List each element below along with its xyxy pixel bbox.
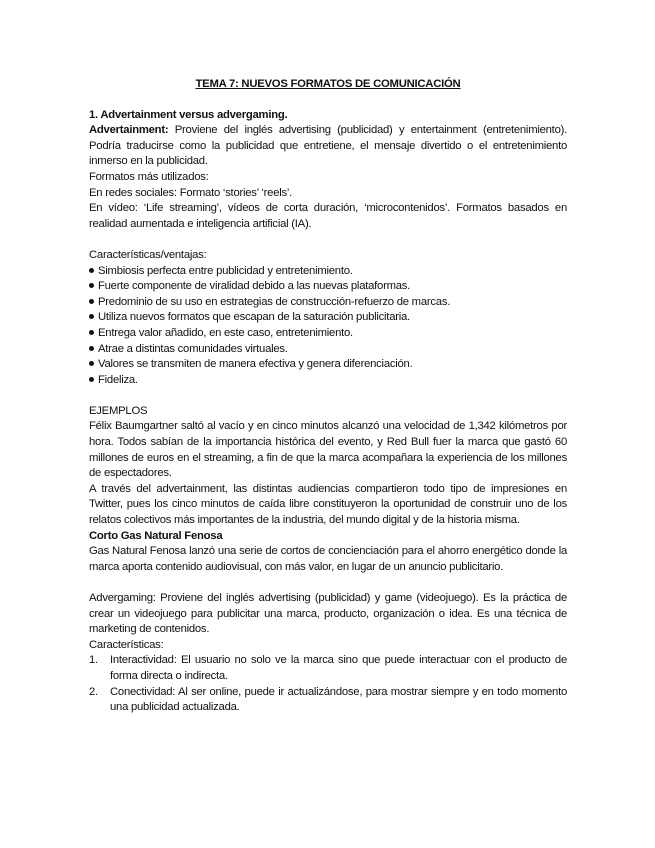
formats-social: En redes sociales: Formato ‘stories’ ‘reels’. xyxy=(89,186,293,199)
list-item xyxy=(89,295,567,311)
list-item-text: Fuerte componente de viralidad debido a las nuevas plataformas. xyxy=(98,280,411,293)
example-gas-heading: Corto Gas Natural Fenosa xyxy=(89,529,223,542)
bullet-icon xyxy=(89,346,94,351)
list-item xyxy=(89,310,567,326)
list-item-text: Simbiosis perfecta entre publicidad y entretenimiento. xyxy=(98,264,353,277)
bullet-icon xyxy=(89,268,94,273)
adv-features-list xyxy=(89,653,567,715)
section-heading: 1. Advertainment versus advergaming. xyxy=(89,108,288,121)
examples-label: EJEMPLOS xyxy=(89,404,148,417)
formats-label: Formatos más utilizados: xyxy=(89,170,209,183)
definition-label: Advertainment: xyxy=(89,124,169,137)
advergaming-definition: Advergaming: Proviene del inglés advertising (publicidad) y game (videojuego). Es la práctica de crear un videojuego para publicitar una marca, producto, organización o idea. Es una técnica de marketing de contenidos. xyxy=(89,592,567,636)
list-item xyxy=(89,653,567,684)
list-number: 1. xyxy=(89,654,98,667)
bullet-icon xyxy=(89,330,94,335)
features-list xyxy=(89,264,567,389)
list-item-text: Atrae a distintas comunidades virtuales. xyxy=(98,342,288,355)
formats-video: En vídeo: ‘Life streaming’, vídeos de corta duración, ‘microcontenidos’. Formatos basados en realidad aumentada e inteligencia artificial (IA). xyxy=(89,202,567,230)
list-item-text: Utiliza nuevos formatos que escapan de la saturación publicitaria. xyxy=(98,311,410,324)
bullet-icon xyxy=(89,361,94,366)
definition-text: Proviene del inglés advertising (publicidad) y entertainment (entretenimiento). Podría traducirse como la publicidad que entretiene, el mensaje divertido o el entretenimiento inmerso en la publicidad. xyxy=(89,124,567,168)
adv-features-label: Características: xyxy=(89,638,164,651)
list-item xyxy=(89,685,567,716)
list-number: 2. xyxy=(89,685,98,698)
example-redbull-p1: Félix Baumgartner saltó al vacío y en cinco minutos alcanzó una velocidad de 1,342 kilómetros por hora. Todos sabían de la importancia histórica del evento, y Red Bull fuer la marca que gastó 60 millones de euros en el streaming, a fin de que la marca acompañara la experiencia de los millones de espectadores. xyxy=(89,420,567,480)
list-item xyxy=(89,326,567,342)
bullet-icon xyxy=(89,283,94,288)
list-item xyxy=(89,342,567,358)
document-page xyxy=(89,77,567,716)
list-item-text: Interactividad: El usuario no solo ve la marca sino que puede interactuar con el producto de forma directa o indirecta. xyxy=(110,654,567,682)
list-item xyxy=(89,264,567,280)
features-label: Características/ventajas: xyxy=(89,248,207,261)
list-item-text: Conectividad: Al ser online, puede ir actualizándose, para mostrar siempre y en todo momento una publicidad actualizada. xyxy=(110,685,567,714)
list-item xyxy=(89,279,567,295)
list-item-text: Valores se transmiten de manera efectiva y genera diferenciación. xyxy=(98,358,413,371)
advertainment-definition xyxy=(89,123,567,170)
list-item-text: Predominio de su uso en estrategias de construcción-refuerzo de marcas. xyxy=(98,295,451,308)
list-item-text: Entrega valor añadido, en este caso, entretenimiento. xyxy=(98,326,353,339)
document-title: TEMA 7: NUEVOS FORMATOS DE COMUNICACIÓN xyxy=(195,78,461,90)
example-redbull-p2: A través del advertainment, las distintas audiencias compartieron todo tipo de impresiones en Twitter, pues los cinco minutos de caída libre constituyeron la oportunidad de construir uno de los relatos colectivos más importantes de la industria, del mundo digital y de la historia misma. xyxy=(89,482,567,527)
list-item xyxy=(89,357,567,373)
example-gas-text: Gas Natural Fenosa lanzó una serie de cortos de concienciación para el ahorro energético donde la marca aporta contenido audiovisual, con más valor, en lugar de un anuncio publicitario. xyxy=(89,545,567,573)
list-item xyxy=(89,373,567,389)
list-item-text: Fideliza. xyxy=(98,373,138,386)
bullet-icon xyxy=(89,314,94,319)
bullet-icon xyxy=(89,377,94,382)
bullet-icon xyxy=(89,299,94,304)
